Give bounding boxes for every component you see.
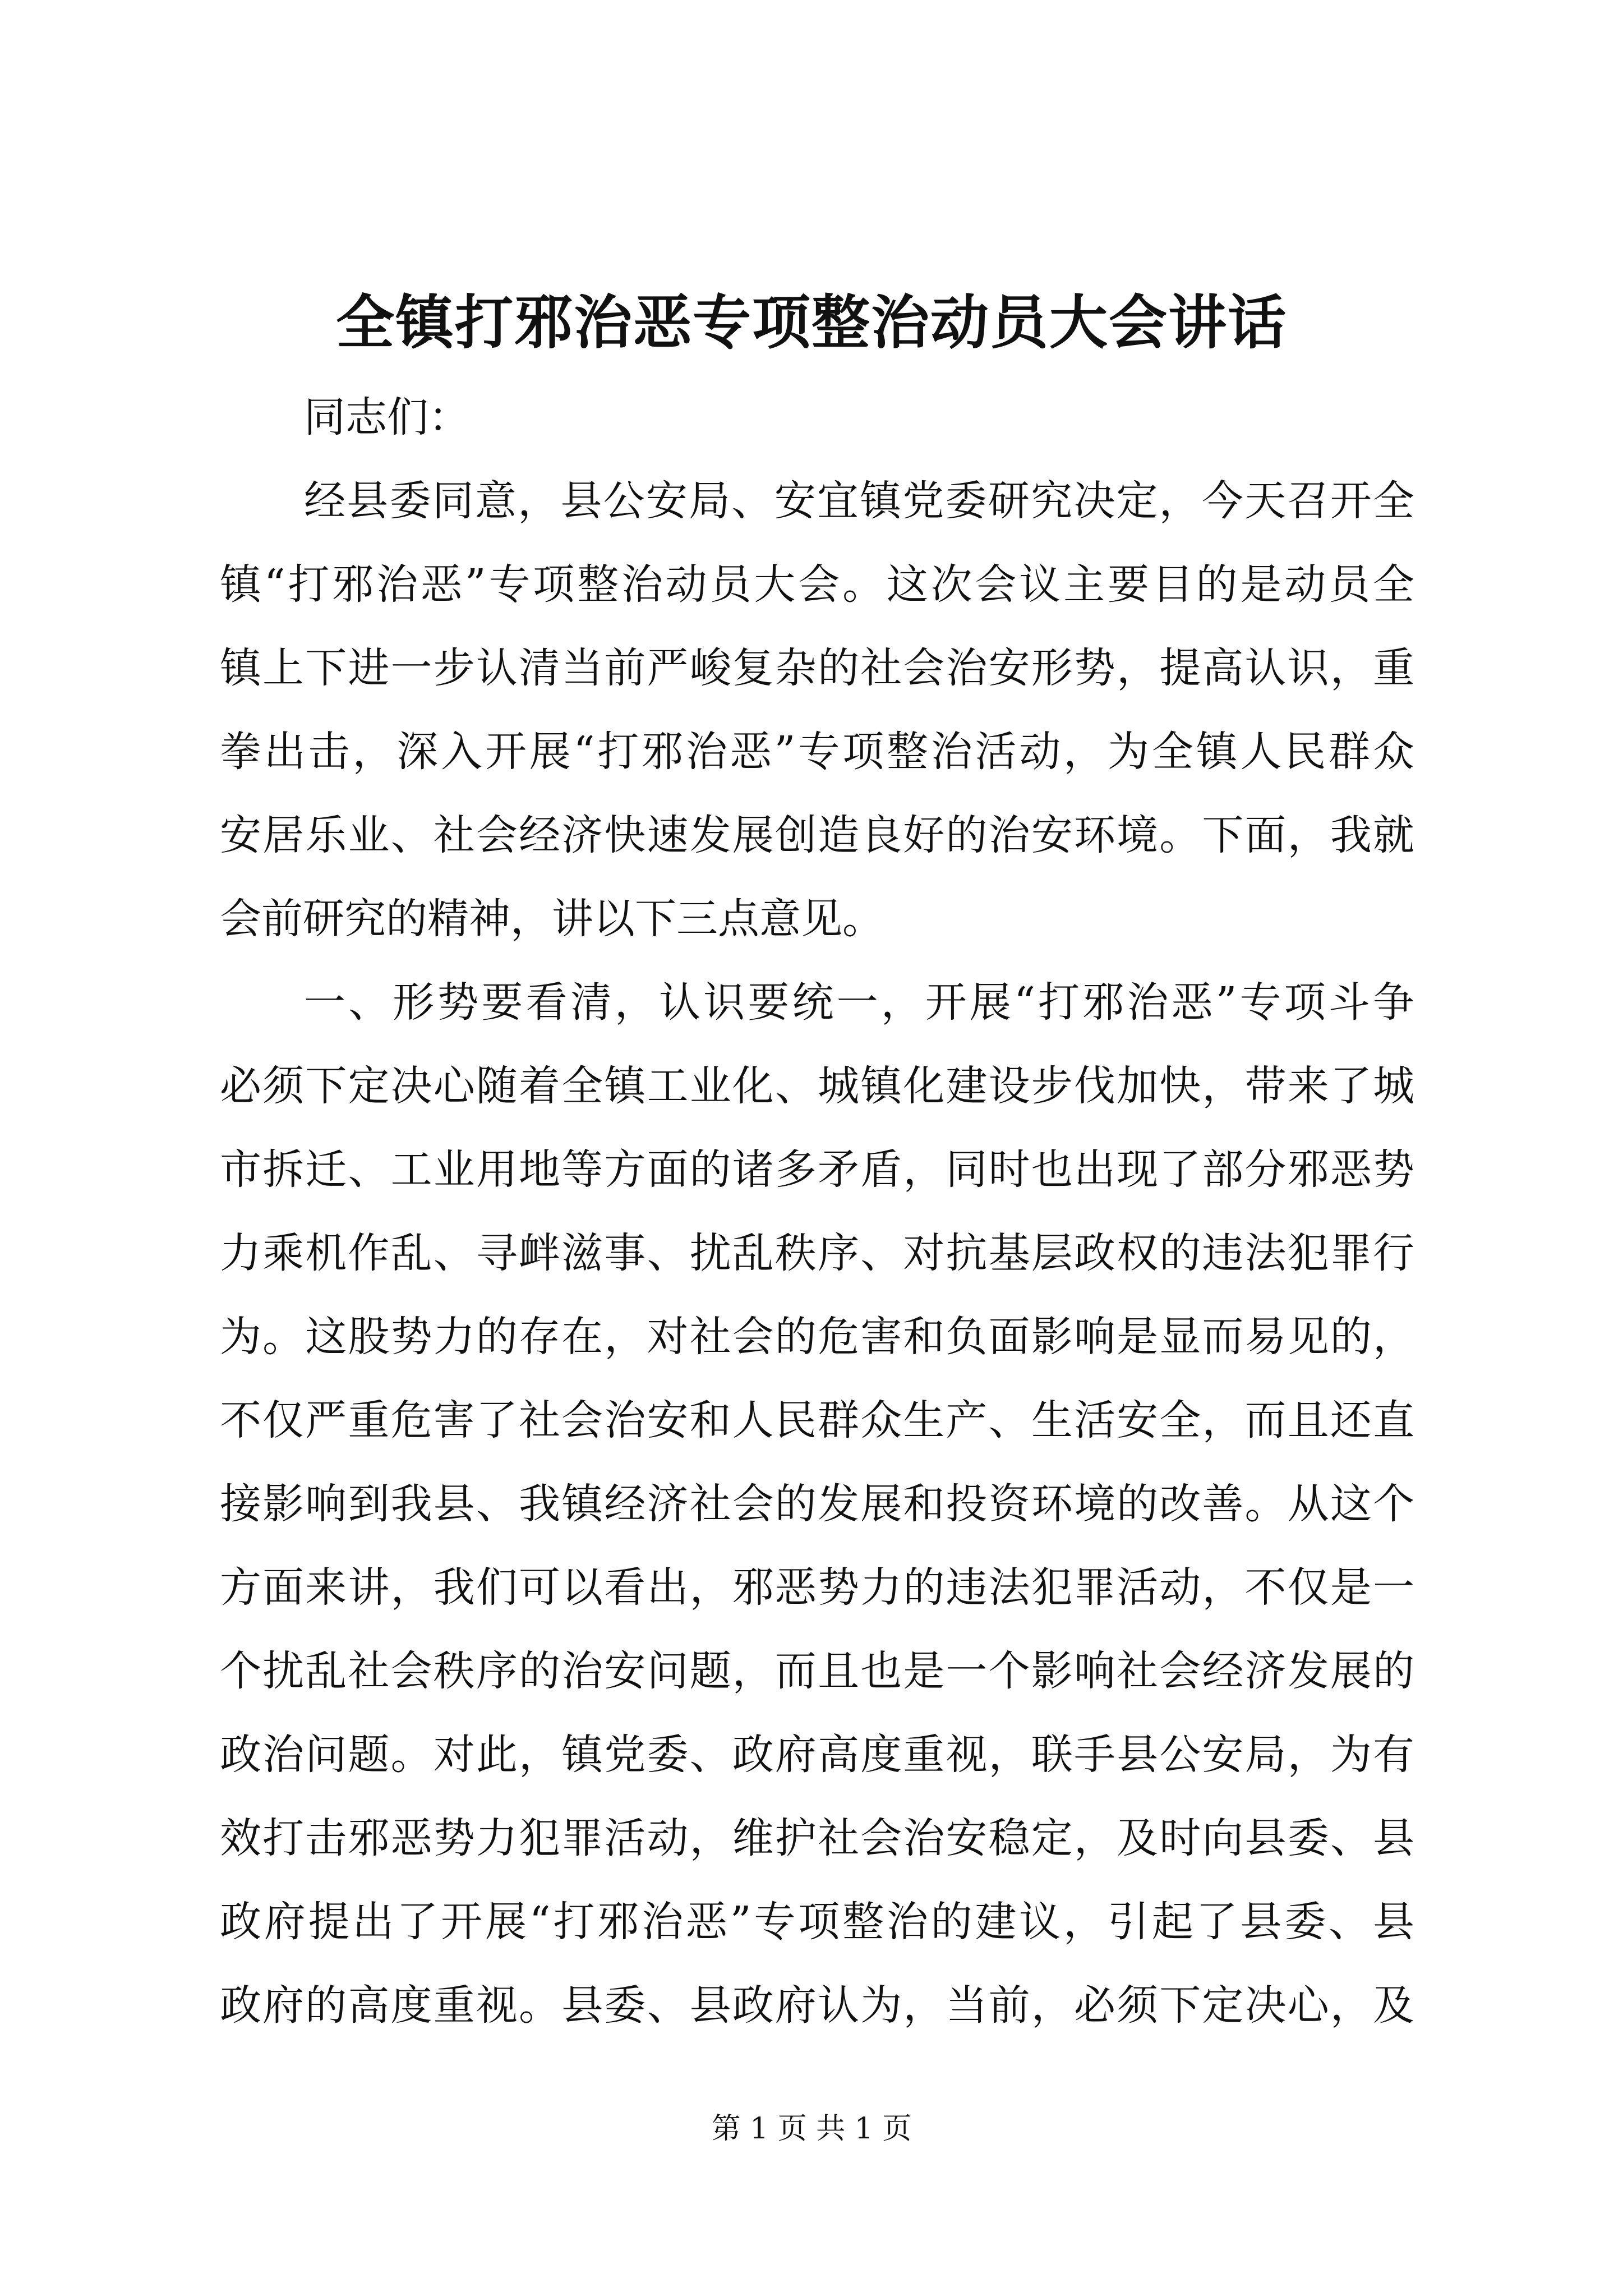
document-title: 全镇打邪治恶专项整治动员大会讲话 xyxy=(335,288,1287,357)
paragraph-line: 安居乐业、社会经济快速发展创造良好的治安环境。下面，我就 xyxy=(220,811,1414,859)
paragraph-line: 方面来讲，我们可以看出，邪恶势力的违法犯罪活动，不仅是一 xyxy=(220,1563,1414,1612)
paragraph-line: 个扰乱社会秩序的治安问题，而且也是一个影响社会经济发展的 xyxy=(220,1647,1414,1695)
paragraph-line: 接影响到我县、我镇经济社会的发展和投资环境的改善。从这个 xyxy=(220,1480,1414,1528)
page-number-footer: 第 1 页 共 1 页 xyxy=(711,2112,912,2146)
paragraph-line: 一、形势要看清，认识要统一，开展“打邪治恶”专项斗争 xyxy=(304,978,1414,1027)
paragraph-line: 经县委同意，县公安局、安宜镇党委研究决定，今天召开全 xyxy=(304,477,1414,525)
paragraph-line: 效打击邪恶势力犯罪活动，维护社会治安稳定，及时向县委、县 xyxy=(220,1814,1414,1862)
paragraph-line: 不仅严重危害了社会治安和人民群众生产、生活安全，而且还直 xyxy=(220,1396,1414,1444)
paragraph-line: 力乘机作乱、寻衅滋事、扰乱秩序、对抗基层政权的违法犯罪行 xyxy=(220,1229,1414,1277)
paragraph-line: 市拆迁、工业用地等方面的诸多矛盾，同时也出现了部分邪恶势 xyxy=(220,1145,1414,1194)
paragraph-line: 政府的高度重视。县委、县政府认为，当前，必须下定决心，及 xyxy=(220,1981,1414,2030)
paragraph-line: 镇上下进一步认清当前严峻复杂的社会治安形势，提高认识，重 xyxy=(220,644,1414,692)
paragraph-line: 拳出击，深入开展“打邪治恶”专项整治活动，为全镇人民群众 xyxy=(220,728,1414,776)
paragraph-line: 政治问题。对此，镇党委、政府高度重视，联手县公安局，为有 xyxy=(220,1731,1414,1779)
paragraph-line: 镇“打邪治恶”专项整治动员大会。这次会议主要目的是动员全 xyxy=(220,560,1414,609)
salutation-line: 同志们： xyxy=(304,393,470,441)
document-body xyxy=(220,376,1414,2047)
paragraph-line: 必须下定决心随着全镇工业化、城镇化建设步伐加快，带来了城 xyxy=(220,1062,1414,1110)
paragraph-line: 会前研究的精神，讲以下三点意见。 xyxy=(220,895,884,943)
paragraph-line: 政府提出了开展“打邪治恶”专项整治的建议，引起了县委、县 xyxy=(220,1898,1414,1946)
paragraph-line: 为。这股势力的存在，对社会的危害和负面影响是显而易见的， xyxy=(220,1313,1414,1361)
